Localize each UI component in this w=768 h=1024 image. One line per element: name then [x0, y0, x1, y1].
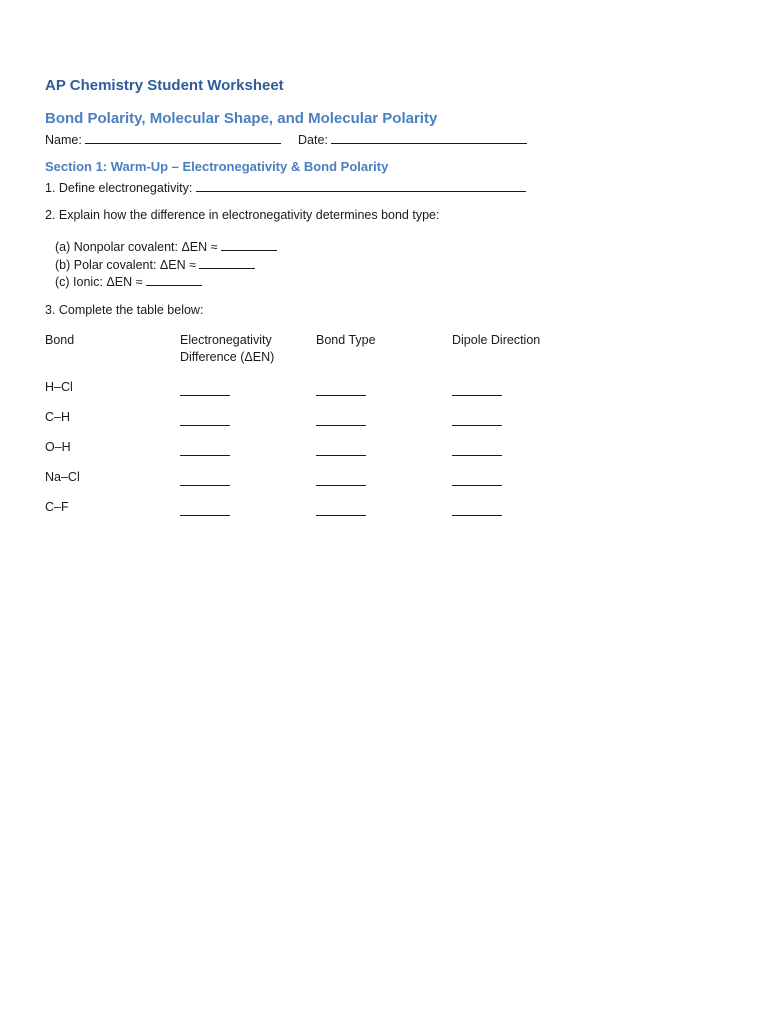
name-label: Name:: [45, 133, 86, 147]
table-cell-blank[interactable]: [452, 503, 502, 516]
table-row-bond: C–F: [45, 500, 69, 514]
table-header-bond-type: Bond Type: [316, 333, 376, 347]
table-row-bond: C–H: [45, 410, 71, 424]
question-2c-text: (c) Ionic: ΔEN ≈: [55, 275, 146, 289]
date-line: [298, 131, 527, 147]
worksheet-title: AP Chemistry Student Worksheet: [45, 77, 284, 94]
question-1: [45, 179, 526, 195]
table-row-bond: Na–Cl: [45, 470, 80, 484]
table-cell-blank[interactable]: [316, 473, 366, 486]
table-header-dipole-direction: Dipole Direction: [452, 333, 541, 347]
worksheet-subtitle: Bond Polarity, Molecular Shape, and Molecular Polarity: [45, 110, 438, 127]
date-label: Date:: [298, 133, 332, 147]
question-2a: [55, 238, 277, 254]
table-cell-blank[interactable]: [180, 413, 230, 426]
table-cell-blank[interactable]: [316, 503, 366, 516]
table-row-bond: O–H: [45, 440, 71, 454]
name-blank[interactable]: [85, 131, 281, 144]
table-cell-blank[interactable]: [452, 443, 502, 456]
question-1-blank[interactable]: [196, 179, 526, 192]
date-blank[interactable]: [331, 131, 527, 144]
table-cell-blank[interactable]: [180, 383, 230, 396]
question-2-text: 2. Explain how the difference in electronegativity determines bond type:: [45, 208, 440, 222]
table-cell-blank[interactable]: [180, 503, 230, 516]
question-3-text: 3. Complete the table below:: [45, 303, 204, 317]
question-1-text: 1. Define electronegativity:: [45, 181, 196, 195]
question-2c: [55, 273, 202, 289]
question-2a-blank[interactable]: [221, 238, 277, 251]
table-cell-blank[interactable]: [316, 383, 366, 396]
table-cell-blank[interactable]: [452, 413, 502, 426]
name-line: [45, 131, 281, 147]
table-header-bond: Bond: [45, 333, 75, 347]
table-row-bond: H–Cl: [45, 380, 73, 394]
question-2b: [55, 256, 255, 272]
table-cell-blank[interactable]: [316, 413, 366, 426]
table-cell-blank[interactable]: [180, 473, 230, 486]
table-cell-blank[interactable]: [452, 473, 502, 486]
question-2b-text: (b) Polar covalent: ΔEN ≈: [55, 258, 200, 272]
section-1-heading: Section 1: Warm-Up – Electronegativity & Bond Polarity: [45, 159, 389, 174]
question-2c-blank[interactable]: [146, 273, 202, 286]
table-header-en-difference: Electronegativity Difference (ΔEN): [180, 333, 275, 364]
table-cell-blank[interactable]: [452, 383, 502, 396]
table-cell-blank[interactable]: [180, 443, 230, 456]
question-2b-blank[interactable]: [199, 256, 255, 269]
table-cell-blank[interactable]: [316, 443, 366, 456]
question-2a-text: (a) Nonpolar covalent: ΔEN ≈: [55, 240, 221, 254]
